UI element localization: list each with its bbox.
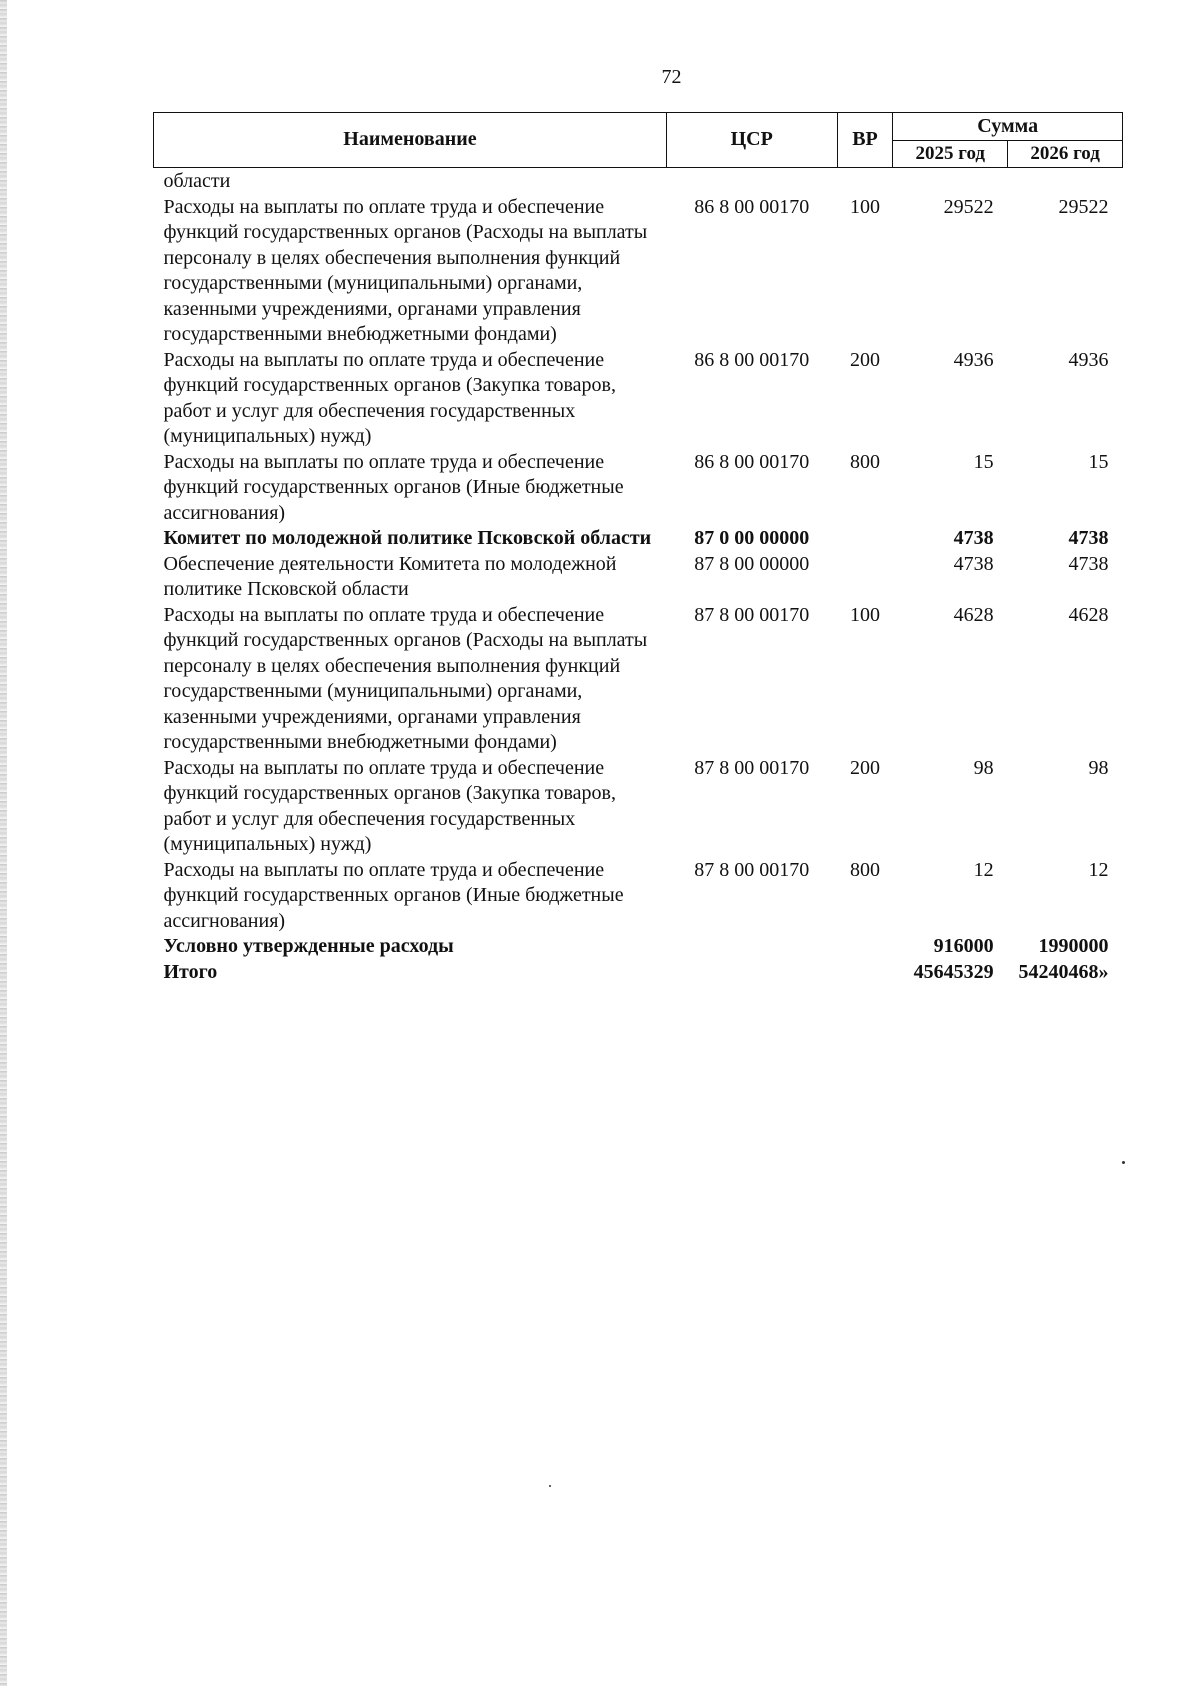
table-row xyxy=(154,168,1123,195)
table-body xyxy=(154,168,1123,986)
row-amount-2026: 1990000 xyxy=(1038,935,1109,957)
row-amount-2026: 4738 xyxy=(1068,552,1109,575)
row-name: Итого xyxy=(163,960,218,983)
page-number: 72 xyxy=(661,66,682,88)
row-vr: 100 xyxy=(849,195,880,218)
table-row xyxy=(154,603,1123,756)
row-vr xyxy=(837,552,893,603)
row-name: Расходы на выплаты по оплате труда и обеспечение функций государственных органов (Иные бюджетные ассигнования) xyxy=(163,858,624,932)
row-amount-2026: 4936 xyxy=(1068,348,1109,371)
row-amount-2025: 45645329 xyxy=(913,960,994,983)
row-vr xyxy=(837,934,893,960)
table-row xyxy=(154,526,1123,552)
row-vr xyxy=(837,960,893,986)
row-amount-2026: 15 xyxy=(1088,450,1109,473)
row-amount-2026: 12 xyxy=(1088,858,1109,881)
row-name: Расходы на выплаты по оплате труда и обеспечение функций государственных органов (Расходы на выплаты персоналу в целях обеспечения выполнения функций государственными (муниципальными) органами, казенными учреждениями, органами управления государственными внебюджетными фондами) xyxy=(163,603,648,753)
row-name: Расходы на выплаты по оплате труда и обеспечение функций государственных органов (Закупка товаров, работ и услуг для обеспечения государственных (муниципальных) нужд) xyxy=(163,348,616,447)
row-amount-2026: 98 xyxy=(1088,756,1109,779)
row-amount-2025 xyxy=(893,168,1008,195)
row-vr: 200 xyxy=(849,756,880,779)
row-name: Условно утвержденные расходы xyxy=(163,935,454,957)
scan-speck xyxy=(549,1485,551,1487)
scan-speck xyxy=(1122,1161,1125,1164)
row-name: Расходы на выплаты по оплате труда и обеспечение функций государственных органов (Иные бюджетные ассигнования) xyxy=(163,450,624,524)
row-vr xyxy=(837,526,893,552)
row-amount-2025: 12 xyxy=(973,858,994,881)
row-vr: 800 xyxy=(849,858,880,881)
row-csr: 87 8 00 00000 xyxy=(694,552,810,575)
table-row xyxy=(154,934,1123,960)
row-csr xyxy=(666,168,837,195)
table-row xyxy=(154,858,1123,935)
table-row xyxy=(154,195,1123,348)
row-amount-2026 xyxy=(1008,168,1123,195)
table-row xyxy=(154,960,1123,986)
header-year-2026: 2026 год xyxy=(1008,140,1123,168)
row-name: Комитет по молодежной политике Псковской области xyxy=(163,527,652,549)
header-year-2025: 2025 год xyxy=(893,140,1008,168)
row-csr: 86 8 00 00170 xyxy=(694,450,810,473)
row-csr: 87 8 00 00170 xyxy=(694,603,810,626)
table-row xyxy=(154,450,1123,527)
row-amount-2026: 4628 xyxy=(1068,603,1109,626)
table-row xyxy=(154,348,1123,450)
row-amount-2025: 4738 xyxy=(953,527,994,549)
row-name: области xyxy=(163,170,231,192)
row-amount-2025: 4936 xyxy=(953,348,994,371)
row-vr: 100 xyxy=(849,603,880,626)
row-name: Расходы на выплаты по оплате труда и обеспечение функций государственных органов (Расходы на выплаты персоналу в целях обеспечения выполнения функций государственными (муниципальными) органами, казенными учреждениями, органами управления государственными внебюджетными фондами) xyxy=(163,195,648,345)
row-amount-2025: 4738 xyxy=(953,552,994,575)
scan-edge xyxy=(0,0,7,1686)
row-vr xyxy=(837,168,893,195)
row-amount-2025: 15 xyxy=(973,450,994,473)
row-csr: 86 8 00 00170 xyxy=(694,348,810,371)
row-amount-2026: 54240468» xyxy=(1018,960,1109,983)
row-csr xyxy=(666,934,837,960)
table-row xyxy=(154,552,1123,603)
table-header xyxy=(154,113,1123,168)
row-csr: 87 0 00 00000 xyxy=(694,527,810,549)
row-amount-2026: 4738 xyxy=(1068,527,1109,549)
row-amount-2026: 29522 xyxy=(1058,195,1109,218)
row-vr: 200 xyxy=(849,348,880,371)
row-csr xyxy=(666,960,837,986)
row-csr: 86 8 00 00170 xyxy=(694,195,810,218)
row-csr: 87 8 00 00170 xyxy=(694,756,810,779)
row-name: Обеспечение деятельности Комитета по молодежной политике Псковской области xyxy=(163,552,617,600)
row-amount-2025: 98 xyxy=(973,756,994,779)
header-sum: Сумма xyxy=(893,113,1123,141)
header-csr: ЦСР xyxy=(666,113,837,168)
table-row xyxy=(154,756,1123,858)
header-vr: ВР xyxy=(837,113,893,168)
row-amount-2025: 916000 xyxy=(933,935,994,957)
row-amount-2025: 29522 xyxy=(943,195,994,218)
budget-table xyxy=(153,112,1123,985)
header-name: Наименование xyxy=(154,113,667,168)
row-vr: 800 xyxy=(849,450,880,473)
row-csr: 87 8 00 00170 xyxy=(694,858,810,881)
row-name: Расходы на выплаты по оплате труда и обеспечение функций государственных органов (Закупка товаров, работ и услуг для обеспечения государственных (муниципальных) нужд) xyxy=(163,756,616,855)
row-amount-2025: 4628 xyxy=(953,603,994,626)
